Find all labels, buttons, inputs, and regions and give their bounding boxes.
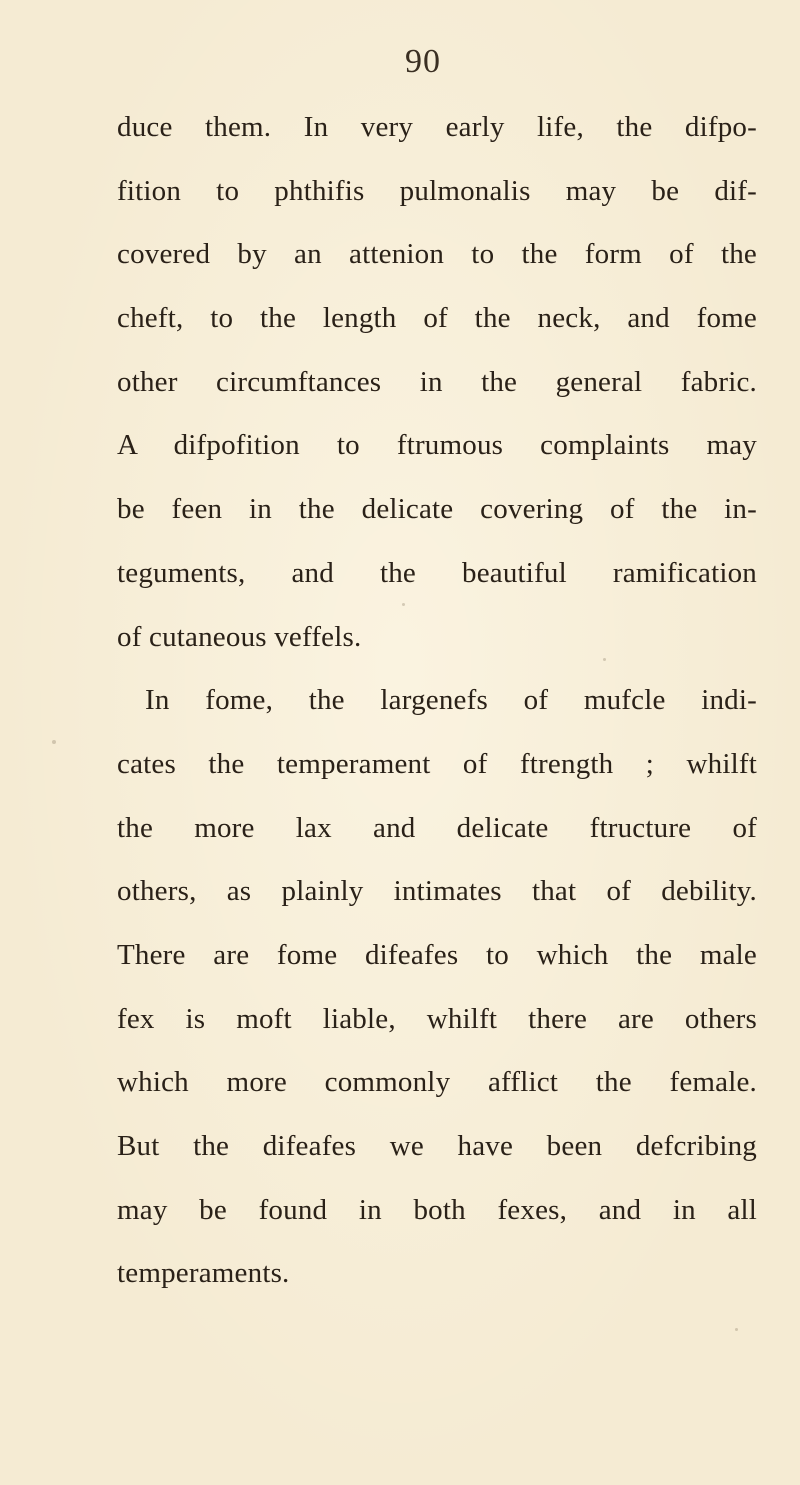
text-line: be feen in the delicate covering of the in- [117,493,757,526]
paper-speck [52,740,56,744]
text-line: teguments, and the beautiful ramification [117,556,757,589]
text-line: A difpofition to ftrumous complaints may [117,429,757,462]
text-line: the more lax and delicate ftructure of [117,811,757,844]
paper-speck [603,658,606,661]
text-line: may be found in both fexes, and in all [117,1193,757,1226]
text-line-paragraph-end: of cutaneous veffels. [117,620,362,653]
text-line-paragraph-end: temperaments. [117,1257,290,1290]
text-line-paragraph-start: In fome, the largenefs of mufcle indi- [145,684,757,717]
paper-speck [735,1328,738,1331]
body-text [117,107,757,1317]
paper-speck [402,603,405,606]
text-line: cheft, to the length of the neck, and fome [117,302,757,335]
text-line: But the difeafes we have been defcribing [117,1130,757,1162]
text-line: fex is moft liable, whilft there are others [117,1002,757,1035]
text-line: covered by an attenion to the form of the [117,238,757,271]
text-line: There are fome difeafes to which the male [117,938,757,971]
text-line: which more commonly afflict the female. [117,1066,757,1099]
text-line: others, as plainly intimates that of debility. [117,875,757,908]
text-line: cates the temperament of ftrength ; whilft [117,747,757,780]
text-line: duce them. In very early life, the difpo- [117,111,757,143]
page-number: 90 [405,43,441,80]
text-line: fition to phthifis pulmonalis may be dif- [117,174,757,207]
text-line: other circumftances in the general fabric. [117,365,757,398]
